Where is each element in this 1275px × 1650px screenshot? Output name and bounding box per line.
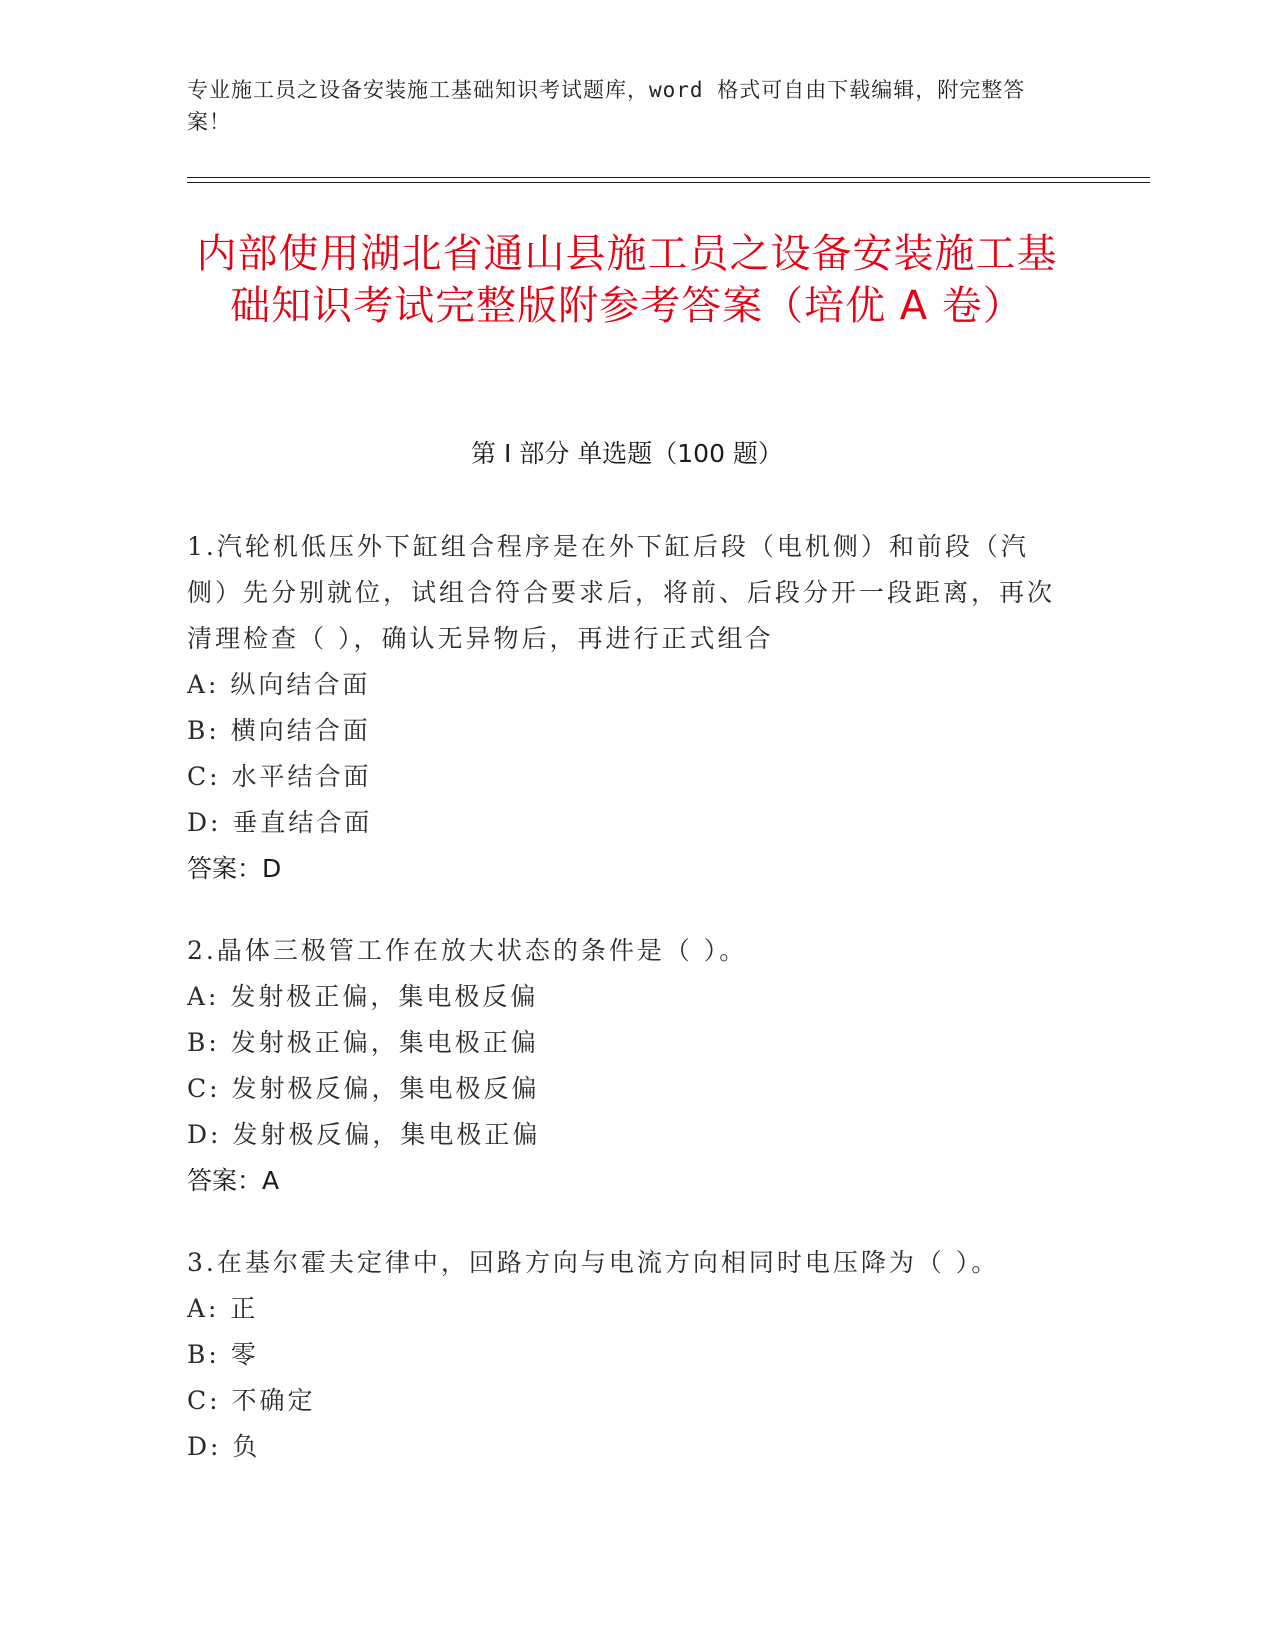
header-rule-bottom (187, 182, 1150, 183)
option-a: A: 纵向结合面 (187, 670, 371, 699)
question-1 (187, 524, 1067, 892)
question-stem: 1.汽轮机低压外下缸组合程序是在外下缸后段（电机侧）和前段（汽侧）先分别就位，试组合符合要求后，将前、后段分开一段距离，再次清理检查（ ），确认无异物后，再进行正式组合 (187, 532, 1056, 653)
answer-label: 答案：A (187, 1166, 280, 1195)
option-d: D: 负 (187, 1432, 261, 1461)
option-a: A: 正 (187, 1294, 259, 1323)
option-b: B: 零 (187, 1340, 259, 1369)
option-d: D: 垂直结合面 (187, 808, 373, 837)
answer-label: 答案：D (187, 854, 282, 883)
option-b: B: 横向结合面 (187, 716, 371, 745)
option-c: C: 发射极反偏，集电极反偏 (187, 1074, 540, 1103)
question-list (187, 524, 1067, 1506)
question-stem: 3.在基尔霍夫定律中，回路方向与电流方向相同时电压降为（ ）。 (187, 1248, 1000, 1277)
document-title: 内部使用湖北省通山县施工员之设备安装施工基础知识考试完整版附参考答案（培优 A 卷） (196, 231, 1058, 329)
option-b: B: 发射极正偏，集电极正偏 (187, 1028, 539, 1057)
option-d: D: 发射极反偏，集电极正偏 (187, 1120, 541, 1149)
option-a: A: 发射极正偏，集电极反偏 (187, 982, 539, 1011)
question-2 (187, 928, 1067, 1204)
question-3 (187, 1240, 1067, 1470)
option-c: C: 不确定 (187, 1386, 316, 1415)
header-rule-top (187, 177, 1150, 178)
header-note: 专业施工员之设备安装施工基础知识考试题库，word 格式可自由下载编辑，附完整答案！ (187, 78, 1026, 134)
section-title: 第 I 部分 单选题（100 题） (471, 439, 783, 468)
question-stem: 2.晶体三极管工作在放大状态的条件是（ ）。 (187, 936, 748, 965)
option-c: C: 水平结合面 (187, 762, 372, 791)
